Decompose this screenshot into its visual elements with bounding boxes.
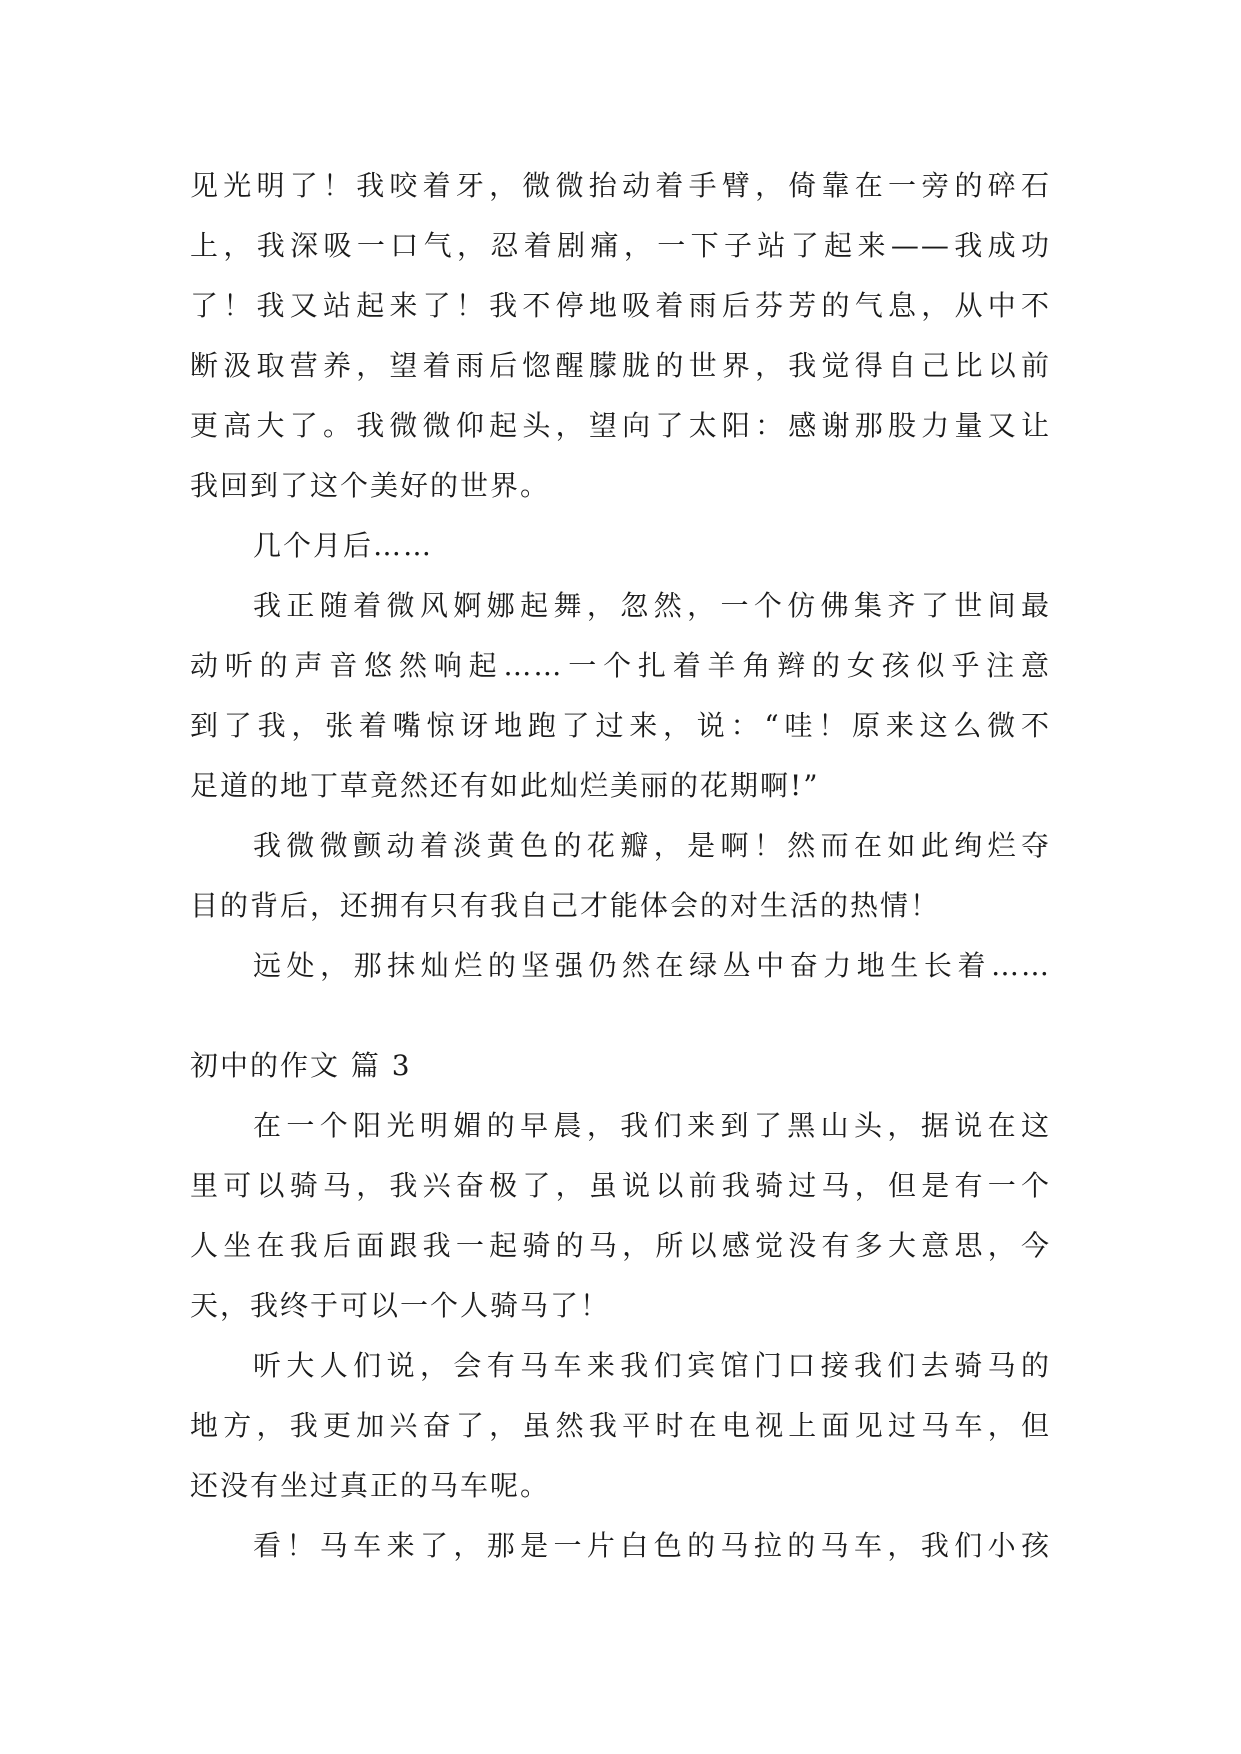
text-line: 远处，那抹灿烂的坚强仍然在绿丛中奋力地生长着……	[253, 949, 1051, 982]
text-line: 我正随着微风婀娜起舞，忽然，一个仿佛集齐了世间最	[253, 589, 1051, 622]
text-line: 更高大了。我微微仰起头，望向了太阳：感谢那股力量又让	[190, 409, 1051, 442]
text-line: 听大人们说，会有马车来我们宾馆门口接我们去骑马的	[253, 1349, 1051, 1382]
text-line: 看！马车来了，那是一片白色的马拉的马车，我们小孩	[253, 1529, 1051, 1562]
text-line: 动听的声音悠然响起……一个扎着羊角辫的女孩似乎注意	[190, 649, 1051, 682]
text-line: 目的背后，还拥有只有我自己才能体会的对生活的热情！	[190, 889, 941, 922]
text-line: 在一个阳光明媚的早晨，我们来到了黑山头，据说在这	[253, 1109, 1051, 1142]
text-line: 见光明了！我咬着牙，微微抬动着手臂，倚靠在一旁的碎石	[190, 169, 1051, 202]
text-line: 到了我，张着嘴惊讶地跑了过来，说：“哇！原来这么微不	[190, 709, 1051, 742]
text-line: 断汲取营养，望着雨后惚醒朦胧的世界，我觉得自己比以前	[190, 349, 1051, 382]
text-line: 人坐在我后面跟我一起骑的马，所以感觉没有多大意思，今	[190, 1229, 1051, 1262]
text-line: 足道的地丁草竟然还有如此灿烂美丽的花期啊!”	[190, 769, 820, 802]
section-title: 初中的作文 篇 3	[190, 1049, 412, 1082]
text-line: 里可以骑马，我兴奋极了，虽说以前我骑过马，但是有一个	[190, 1169, 1051, 1202]
text-line: 还没有坐过真正的马车呢。	[190, 1469, 551, 1502]
text-line: 地方，我更加兴奋了，虽然我平时在电视上面见过马车，但	[190, 1409, 1051, 1442]
text-line: 我微微颤动着淡黄色的花瓣，是啊！然而在如此绚烂夺	[253, 829, 1051, 862]
text-line: 我回到了这个美好的世界。	[190, 469, 551, 502]
text-line: 几个月后……	[253, 529, 434, 562]
text-line: 天，我终于可以一个人骑马了！	[190, 1289, 611, 1322]
text-line: 上，我深吸一口气，忍着剧痛，一下子站了起来——我成功	[190, 229, 1051, 262]
text-line: 了！我又站起来了！我不停地吸着雨后芬芳的气息，从中不	[190, 289, 1051, 322]
